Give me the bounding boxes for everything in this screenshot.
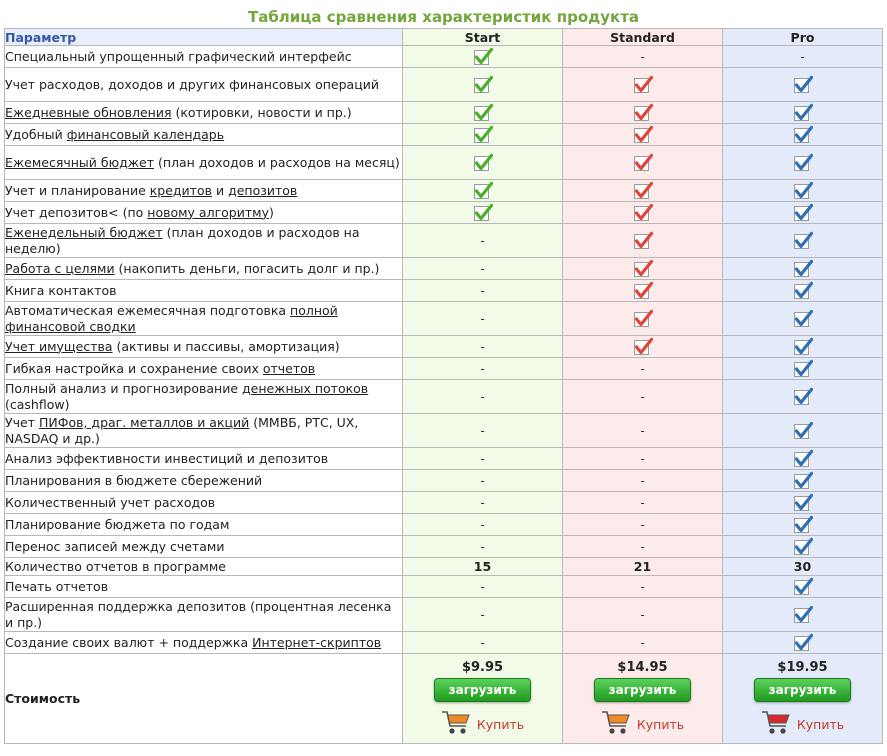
buy-label: Купить — [476, 717, 525, 732]
feature-link[interactable]: Работа с целями — [5, 260, 115, 276]
feature-text: Планирование бюджета по годам — [5, 516, 230, 532]
feature-text: ) — [268, 204, 274, 220]
download-button-start[interactable]: загрузить — [434, 678, 531, 702]
not-included-dash: - — [480, 340, 485, 354]
not-included-dash: - — [480, 362, 485, 376]
cell-standard — [563, 46, 723, 68]
feature-text: (план доходов и расходов на неделю) — [5, 224, 360, 256]
cell-start — [403, 224, 563, 258]
price-pro: $19.95 — [777, 659, 828, 675]
table-row — [5, 224, 883, 258]
cell-pro — [723, 448, 883, 470]
checkmark-icon — [403, 153, 562, 173]
feature-text: (cashflow) — [5, 396, 70, 412]
cell-standard — [563, 536, 723, 558]
checkmark-icon — [563, 125, 722, 145]
cell-pro — [723, 302, 883, 336]
not-included-dash: - — [800, 50, 805, 64]
cell-standard — [563, 102, 723, 124]
checkmark-icon — [723, 537, 882, 557]
cell-start — [403, 536, 563, 558]
feature-name — [5, 202, 403, 224]
feature-link[interactable]: Ежедневные обновления — [5, 104, 172, 120]
feature-link[interactable]: полной финансовой сводки — [5, 302, 338, 334]
cell-standard — [563, 180, 723, 202]
checkmark-icon — [563, 309, 722, 329]
cost-cell-start — [403, 654, 563, 744]
cell-standard — [563, 258, 723, 280]
not-included-dash: - — [640, 50, 645, 64]
cell-pro — [723, 180, 883, 202]
cell-start — [403, 448, 563, 470]
table-row — [5, 536, 883, 558]
cell-start — [403, 68, 563, 102]
not-included-dash: - — [640, 518, 645, 532]
checkmark-icon — [403, 47, 562, 67]
feature-name — [5, 536, 403, 558]
checkmark-icon — [563, 153, 722, 173]
feature-text: Учет — [5, 414, 39, 430]
checkmark-icon — [723, 577, 882, 597]
checkmark-icon — [403, 125, 562, 145]
table-row — [5, 492, 883, 514]
table-row — [5, 202, 883, 224]
table-row — [5, 576, 883, 598]
checkmark-icon — [563, 337, 722, 357]
feature-text: (ММВБ, РТС, UX, NASDAQ и др.) — [5, 414, 359, 446]
checkmark-icon — [723, 449, 882, 469]
table-row — [5, 380, 883, 414]
buy-link-pro[interactable] — [723, 710, 882, 740]
download-button-pro[interactable]: загрузить — [754, 678, 851, 702]
table-row — [5, 280, 883, 302]
feature-text: Печать отчетов — [5, 578, 109, 594]
checkmark-icon — [723, 103, 882, 123]
cell-standard — [563, 598, 723, 632]
price-standard: $14.95 — [617, 659, 668, 675]
not-included-dash: - — [480, 312, 485, 326]
cell-standard — [563, 224, 723, 258]
cell-start — [403, 492, 563, 514]
not-included-dash: - — [640, 424, 645, 438]
cell-start — [403, 258, 563, 280]
cost-row — [5, 654, 883, 744]
checkmark-icon — [723, 125, 882, 145]
feature-link[interactable]: денежных потоков — [241, 380, 369, 396]
cost-label: Стоимость — [5, 654, 403, 744]
checkmark-icon — [563, 103, 722, 123]
cell-start — [403, 180, 563, 202]
feature-text: Планирования в бюджете сбережений — [5, 472, 263, 488]
feature-link[interactable]: отчетов — [262, 360, 316, 376]
header-start: Start — [403, 29, 563, 46]
not-included-dash: - — [640, 580, 645, 594]
not-included-dash: - — [640, 540, 645, 554]
cell-start — [403, 46, 563, 68]
feature-name — [5, 146, 403, 180]
table-row — [5, 146, 883, 180]
table-row — [5, 632, 883, 654]
checkmark-icon — [723, 231, 882, 251]
cell-standard — [563, 68, 723, 102]
cell-standard — [563, 632, 723, 654]
checkmark-icon — [723, 181, 882, 201]
feature-text: Удобный — [5, 126, 67, 142]
feature-text: Гибкая настройка и сохранение своих — [5, 360, 263, 376]
feature-text: Специальный упрощенный графический интерфейс — [5, 48, 352, 64]
cell-start — [403, 336, 563, 358]
cell-standard — [563, 492, 723, 514]
cell-pro — [723, 46, 883, 68]
cell-standard — [563, 576, 723, 598]
feature-text: (план доходов и расходов на месяц) — [154, 154, 400, 170]
cell-start — [403, 632, 563, 654]
buy-label: Купить — [636, 717, 685, 732]
feature-text: (активы и пассивы, амортизация) — [112, 338, 340, 354]
download-button-standard[interactable]: загрузить — [594, 678, 691, 702]
cell-pro — [723, 336, 883, 358]
feature-name — [5, 514, 403, 536]
cell-start — [403, 124, 563, 146]
header-param: Параметр — [5, 29, 403, 46]
not-included-dash: - — [480, 234, 485, 248]
cell-start — [403, 558, 563, 576]
cell-start — [403, 514, 563, 536]
cell-pro — [723, 492, 883, 514]
cell-start — [403, 598, 563, 632]
cell-start — [403, 576, 563, 598]
header-row — [5, 29, 883, 46]
feature-name — [5, 224, 403, 258]
table-row — [5, 46, 883, 68]
feature-name — [5, 124, 403, 146]
feature-link[interactable]: Еженедельный бюджет — [5, 224, 163, 240]
cost-cell-pro — [723, 654, 883, 744]
header-standard: Standard — [563, 29, 723, 46]
cell-standard — [563, 470, 723, 492]
checkmark-icon — [723, 337, 882, 357]
table-row — [5, 302, 883, 336]
cell-standard — [563, 558, 723, 576]
checkmark-icon — [403, 103, 562, 123]
feature-text: и — [211, 182, 229, 198]
feature-name — [5, 302, 403, 336]
checkmark-icon — [403, 203, 562, 223]
buy-link-start[interactable] — [403, 710, 562, 740]
cell-start — [403, 358, 563, 380]
feature-text: (котировки, новости и пр.) — [171, 104, 352, 120]
feature-text: (накопить деньги, погасить долг и пр.) — [114, 260, 380, 276]
table-row — [5, 448, 883, 470]
report-count: 30 — [793, 559, 812, 574]
comparison-table — [4, 28, 883, 744]
table-row — [5, 470, 883, 492]
checkmark-icon — [723, 281, 882, 301]
checkmark-icon — [723, 309, 882, 329]
table-row — [5, 598, 883, 632]
cell-standard — [563, 358, 723, 380]
feature-link[interactable]: ПИФов, драг. металлов и акций — [38, 414, 250, 430]
not-included-dash: - — [480, 518, 485, 532]
feature-name — [5, 280, 403, 302]
report-count: 15 — [473, 559, 492, 574]
table-row — [5, 414, 883, 448]
cell-standard — [563, 514, 723, 536]
not-included-dash: - — [480, 262, 485, 276]
feature-name — [5, 68, 403, 102]
feature-name — [5, 46, 403, 68]
table-row — [5, 258, 883, 280]
cell-pro — [723, 558, 883, 576]
not-included-dash: - — [480, 580, 485, 594]
cost-cell-standard — [563, 654, 723, 744]
table-row — [5, 180, 883, 202]
cell-pro — [723, 598, 883, 632]
feature-link[interactable]: Интернет-скриптов — [252, 634, 382, 650]
cell-start — [403, 146, 563, 180]
checkmark-icon — [563, 281, 722, 301]
cell-standard — [563, 302, 723, 336]
cell-pro — [723, 514, 883, 536]
feature-name — [5, 414, 403, 448]
feature-text: Учет расходов, доходов и других финансовых операций — [5, 76, 379, 92]
feature-link[interactable]: финансовый календарь — [66, 126, 225, 142]
feature-name — [5, 632, 403, 654]
checkmark-icon — [723, 493, 882, 513]
checkmark-icon — [723, 387, 882, 407]
cart-icon — [441, 710, 471, 739]
feature-name — [5, 492, 403, 514]
not-included-dash: - — [640, 362, 645, 376]
feature-name — [5, 558, 403, 576]
checkmark-icon — [723, 633, 882, 653]
cart-icon — [601, 710, 631, 739]
feature-name — [5, 336, 403, 358]
feature-link[interactable]: кредитов — [149, 182, 212, 198]
feature-text: Перенос записей между счетами — [5, 538, 225, 554]
cell-start — [403, 102, 563, 124]
cell-pro — [723, 470, 883, 492]
checkmark-icon — [723, 259, 882, 279]
checkmark-icon — [403, 75, 562, 95]
feature-text: Книга контактов — [5, 282, 117, 298]
feature-name — [5, 180, 403, 202]
feature-name — [5, 448, 403, 470]
feature-text: Учет депозитов< (по — [5, 204, 148, 220]
checkmark-icon — [563, 203, 722, 223]
table-row — [5, 68, 883, 102]
report-count: 21 — [633, 559, 652, 574]
page-title: Таблица сравнения характеристик продукта — [247, 8, 640, 26]
feature-text: Полный анализ и прогнозирование — [5, 380, 242, 396]
not-included-dash: - — [480, 452, 485, 466]
cell-start — [403, 470, 563, 492]
price-start: $9.95 — [461, 659, 504, 675]
header-pro: Pro — [723, 29, 883, 46]
not-included-dash: - — [480, 540, 485, 554]
feature-text: Расширенная поддержка депозитов (процентная лесенка и пр.) — [5, 598, 392, 630]
feature-name — [5, 358, 403, 380]
table-row — [5, 558, 883, 576]
feature-text: Количественный учет расходов — [5, 494, 216, 510]
checkmark-icon — [723, 75, 882, 95]
feature-text: Анализ эффективности инвестиций и депозитов — [5, 450, 329, 466]
cell-start — [403, 380, 563, 414]
cell-standard — [563, 280, 723, 302]
cart-icon — [761, 710, 791, 739]
table-row — [5, 358, 883, 380]
cell-pro — [723, 68, 883, 102]
feature-text: Количество отчетов в программе — [5, 558, 226, 574]
cell-pro — [723, 414, 883, 448]
feature-name — [5, 380, 403, 414]
table-row — [5, 102, 883, 124]
cell-standard — [563, 448, 723, 470]
not-included-dash: - — [640, 636, 645, 650]
not-included-dash: - — [640, 474, 645, 488]
cell-pro — [723, 280, 883, 302]
feature-link[interactable]: депозитов — [228, 182, 298, 198]
checkmark-icon — [723, 471, 882, 491]
cell-pro — [723, 380, 883, 414]
checkmark-icon — [403, 181, 562, 201]
cell-standard — [563, 336, 723, 358]
checkmark-icon — [723, 605, 882, 625]
not-included-dash: - — [480, 474, 485, 488]
cell-standard — [563, 380, 723, 414]
feature-name — [5, 598, 403, 632]
checkmark-icon — [563, 231, 722, 251]
cell-start — [403, 202, 563, 224]
cell-start — [403, 280, 563, 302]
table-row — [5, 124, 883, 146]
cell-start — [403, 414, 563, 448]
buy-link-standard[interactable] — [563, 710, 722, 740]
not-included-dash: - — [480, 390, 485, 404]
checkmark-icon — [563, 259, 722, 279]
cell-standard — [563, 202, 723, 224]
feature-name — [5, 102, 403, 124]
not-included-dash: - — [480, 284, 485, 298]
feature-link[interactable]: Ежемесячный бюджет — [5, 154, 154, 170]
feature-name — [5, 576, 403, 598]
cell-start — [403, 302, 563, 336]
cell-pro — [723, 536, 883, 558]
cell-pro — [723, 102, 883, 124]
feature-text: Автоматическая ежемесячная подготовка — [5, 302, 291, 318]
not-included-dash: - — [640, 608, 645, 622]
cell-standard — [563, 124, 723, 146]
checkmark-icon — [563, 181, 722, 201]
table-row — [5, 514, 883, 536]
not-included-dash: - — [640, 496, 645, 510]
checkmark-icon — [723, 153, 882, 173]
cell-pro — [723, 202, 883, 224]
checkmark-icon — [563, 75, 722, 95]
cell-pro — [723, 124, 883, 146]
cell-pro — [723, 146, 883, 180]
checkmark-icon — [723, 359, 882, 379]
checkmark-icon — [723, 421, 882, 441]
not-included-dash: - — [480, 496, 485, 510]
cell-standard — [563, 414, 723, 448]
feature-text: Создание своих валют + поддержка — [5, 634, 253, 650]
feature-name — [5, 470, 403, 492]
cell-pro — [723, 258, 883, 280]
cell-pro — [723, 576, 883, 598]
feature-name — [5, 258, 403, 280]
checkmark-icon — [723, 515, 882, 535]
table-row — [5, 336, 883, 358]
feature-text: Учет и планирование — [5, 182, 150, 198]
not-included-dash: - — [480, 608, 485, 622]
checkmark-icon — [723, 203, 882, 223]
cell-pro — [723, 632, 883, 654]
feature-link[interactable]: Учет имущества — [5, 338, 113, 354]
cell-pro — [723, 358, 883, 380]
cell-pro — [723, 224, 883, 258]
not-included-dash: - — [480, 636, 485, 650]
feature-link[interactable]: новому алгоритму — [147, 204, 269, 220]
not-included-dash: - — [640, 452, 645, 466]
not-included-dash: - — [480, 424, 485, 438]
buy-label: Купить — [796, 717, 845, 732]
not-included-dash: - — [640, 390, 645, 404]
cell-standard — [563, 146, 723, 180]
